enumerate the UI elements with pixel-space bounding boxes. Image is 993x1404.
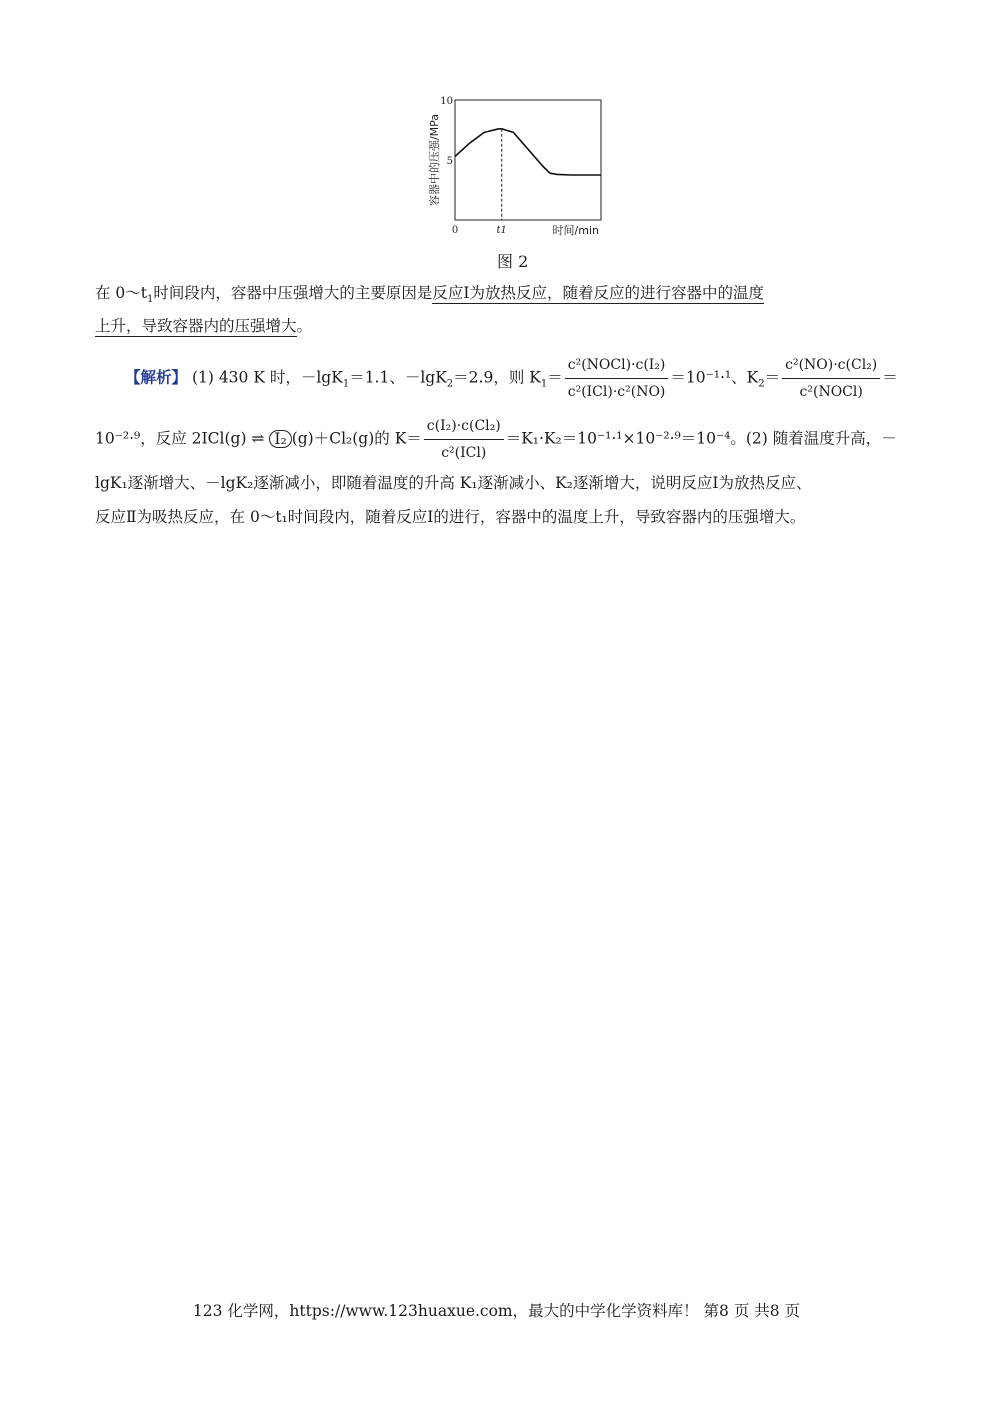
k-fraction — [424, 415, 504, 464]
k2-fraction — [782, 354, 880, 403]
x-origin-label: 0 — [451, 225, 459, 236]
k1-fraction — [565, 354, 669, 403]
answer-mid: 时间段内，容器中压强增大的主要原因是 — [153, 284, 433, 302]
x-tick-label-t1: t1 — [496, 225, 507, 236]
answer-underlined-1: 反应Ⅰ为放热反应，随着反应的进行容器中的温度 — [432, 284, 765, 302]
y-axis-label: 容器中的压强/MPa — [428, 113, 441, 207]
analysis-tag: 【解析】 — [125, 367, 188, 387]
answer-lead-sub: 1 — [147, 294, 154, 306]
plot-frame — [455, 100, 601, 220]
page-footer: 123 化学网，https://www.123huaxue.com，最大的中学化学资料库！ 第8 页 共8 页 — [192, 1302, 801, 1320]
y-tick-label: 10 — [440, 96, 453, 107]
analysis-line-4: 反应Ⅱ为吸热反应，在 0～t₁时间段内，随着反应Ⅰ的进行，容器中的温度上升，导致容器内的压强增大。 — [95, 508, 806, 526]
pressure-series-line — [455, 129, 601, 175]
answer-line-2 — [95, 315, 312, 337]
analysis-p1: (1) 430 K 时，－lgK — [187, 368, 343, 387]
analysis-line2-c: ＝K₁·K₂＝10⁻¹·¹×10⁻²·⁹＝10⁻⁴。(2) 随着温度升高，－ — [505, 429, 897, 448]
k1-numerator: c²(NOCl)·c(I₂) — [565, 354, 669, 379]
analysis-p2: ＝1.1、－lgK — [349, 368, 447, 387]
k-denominator: c²(ICl) — [441, 445, 487, 461]
answer-lead: 在 0～t — [95, 284, 148, 302]
k-numerator: c(I₂)·c(Cl₂) — [424, 415, 504, 440]
analysis-line-2 — [95, 415, 897, 464]
x-axis-label: 时间/min — [552, 224, 599, 237]
analysis-line2-a: 10⁻²·⁹，反应 2ICl(g) ⇌ — [95, 429, 270, 448]
answer-line-1 — [95, 282, 764, 311]
circled-i2: I₂ — [269, 430, 291, 448]
analysis-line-1: 【解析】 (1) 430 K 时，－lgK$_1$＝1.1、－lgK$_2$＝2.9，则 $K_1=$ $\frac{\text{c²(NOCl)·c(I₂)}}{\text{c²(ICl)·c²(NO)}}$ ＝10⁻¹·¹、$K_2=$ $\frac{\text{c²(NO)·c(Cl₂)}}{\text{c²(NOCl)}}$ ＝ — [125, 354, 898, 403]
pressure-chart — [418, 88, 608, 238]
analysis-line2-b: (g)＋Cl₂(g)的 K＝ — [291, 429, 422, 448]
analysis-p3: ＝2.9，则 K — [453, 368, 541, 387]
answer-underlined-2: 上升，导致容器内的压强增大 — [95, 317, 297, 335]
k2-denominator: c²(NOCl) — [799, 384, 863, 400]
analysis-line-3: lgK₁逐渐增大、－lgK₂逐渐减小，即随着温度的升高 K₁逐渐减小、K₂逐渐增大，说明反应Ⅰ为放热反应、 — [95, 474, 812, 492]
y-tick-label: 5 — [446, 156, 453, 167]
k2-numerator: c²(NO)·c(Cl₂) — [782, 354, 880, 379]
figure-caption: 图 2 — [497, 252, 529, 271]
analysis-p5: ＝ — [882, 368, 898, 387]
analysis-p4: ＝10⁻¹·¹、K — [670, 368, 759, 387]
k1-denominator: c²(ICl)·c²(NO) — [567, 384, 666, 400]
answer-end: 。 — [296, 317, 313, 335]
